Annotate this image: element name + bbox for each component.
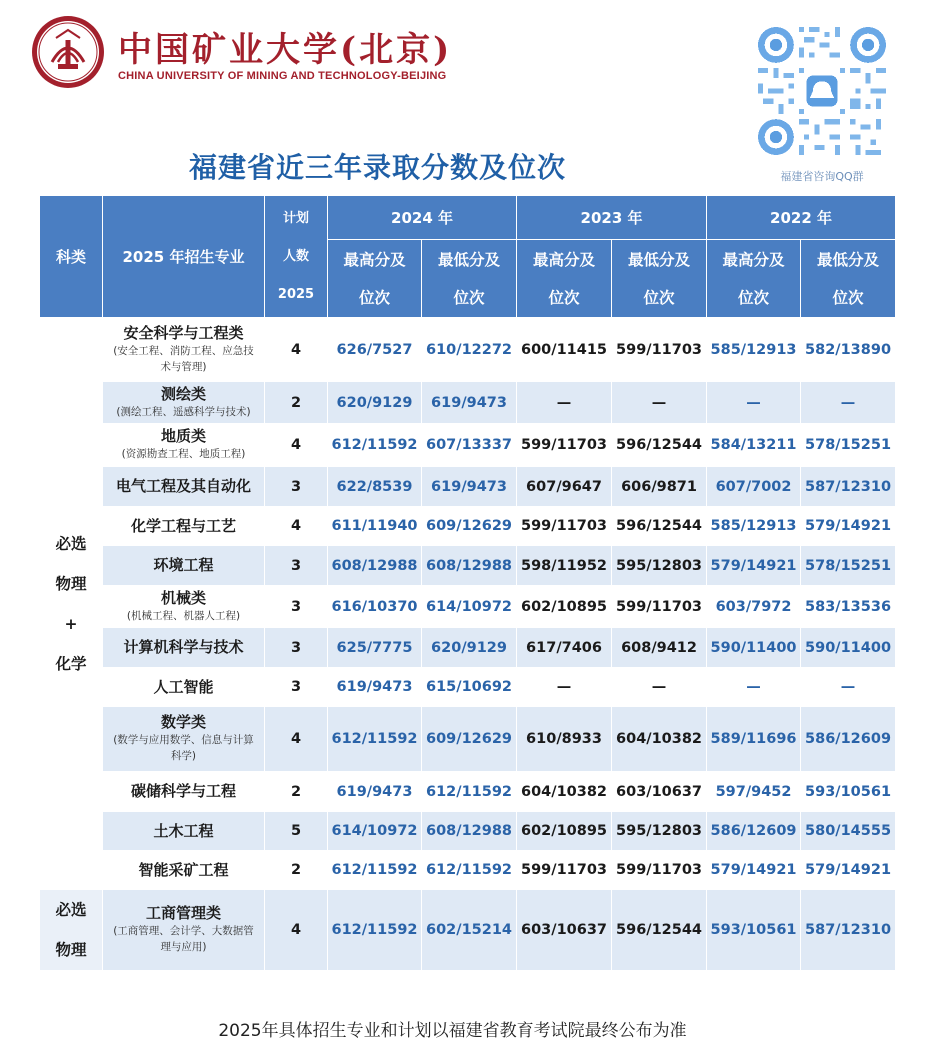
major-note: (测绘工程、遥感科学与技术) <box>116 405 251 418</box>
table-row <box>40 812 896 851</box>
plan-count: 4 <box>265 318 328 382</box>
major-cell <box>103 772 265 812</box>
major-note: (工商管理、会计学、大数据管理与应用) <box>113 925 254 954</box>
plan-count: 2 <box>265 772 328 812</box>
score-2022-min: 586/12609 <box>801 707 896 772</box>
table-row <box>40 668 896 707</box>
major-cell <box>103 467 265 507</box>
score-2022-min: 587/12310 <box>801 467 896 507</box>
header-plan-line3: 2025 <box>277 286 315 302</box>
major-cell <box>103 812 265 851</box>
score-2022-max: 603/7972 <box>707 586 801 628</box>
score-2024-max: 614/10972 <box>328 812 422 851</box>
table-row <box>40 851 896 890</box>
score-2024-max: 619/9473 <box>328 772 422 812</box>
major-name: 碳储科学与工程 <box>130 782 236 801</box>
major-cell <box>103 318 265 382</box>
table-row <box>40 507 896 546</box>
major-cell <box>103 382 265 424</box>
score-2024-max: 611/11940 <box>328 507 422 546</box>
major-cell <box>103 707 265 772</box>
table-row <box>40 707 896 772</box>
score-2023-min: 608/9412 <box>612 628 707 668</box>
major-cell <box>103 586 265 628</box>
score-2022-max: 586/12609 <box>707 812 801 851</box>
score-2024-max: 620/9129 <box>328 382 422 424</box>
score-2023-min: 596/12544 <box>612 507 707 546</box>
score-2024-max: 626/7527 <box>328 318 422 382</box>
header-plan-line1: 计划 <box>282 210 309 226</box>
header-2022-min: 最低分及 位次 <box>801 240 896 318</box>
table-row <box>40 890 896 971</box>
score-2023-min: 599/11703 <box>612 851 707 890</box>
major-note: (机械工程、机器人工程) <box>126 609 241 622</box>
score-2022-max: — <box>707 382 801 424</box>
score-2022-max: 593/10561 <box>707 890 801 971</box>
score-2023-max: 617/7406 <box>517 628 612 668</box>
category-line: + <box>64 614 78 633</box>
score-2022-min: 580/14555 <box>801 812 896 851</box>
major-note: (数学与应用数学、信息与计算科学) <box>113 734 254 763</box>
plan-count: 4 <box>265 890 328 971</box>
category-line: 必选 <box>55 901 87 919</box>
score-2024-min: 614/10972 <box>422 586 517 628</box>
score-2024-min: 608/12988 <box>422 546 517 586</box>
major-name: 机械类 <box>160 588 206 607</box>
score-2024-min: 615/10692 <box>422 668 517 707</box>
category-line: 物理 <box>55 941 87 959</box>
major-cell <box>103 851 265 890</box>
score-2022-min: 590/11400 <box>801 628 896 668</box>
score-2023-max: 599/11703 <box>517 424 612 467</box>
table-row <box>40 586 896 628</box>
score-2024-max: 612/11592 <box>328 851 422 890</box>
score-2024-min: 609/12629 <box>422 707 517 772</box>
score-2023-min: 599/11703 <box>612 318 707 382</box>
score-2023-min: 595/12803 <box>612 546 707 586</box>
score-2023-max: 599/11703 <box>517 851 612 890</box>
header-2023-max: 最高分及 位次 <box>517 240 612 318</box>
score-2024-min: 607/13337 <box>422 424 517 467</box>
score-2023-min: 596/12544 <box>612 424 707 467</box>
score-2024-min: 610/12272 <box>422 318 517 382</box>
score-2024-max: 612/11592 <box>328 890 422 971</box>
major-note: (安全工程、消防工程、应急技术与管理) <box>113 344 254 373</box>
plan-count: 3 <box>265 546 328 586</box>
qq-group-qr-code <box>758 27 886 155</box>
score-2023-min: — <box>612 668 707 707</box>
category-line: 必选 <box>55 534 87 553</box>
score-2022-max: — <box>707 668 801 707</box>
score-2024-min: 609/12629 <box>422 507 517 546</box>
score-2024-min: 612/11592 <box>422 851 517 890</box>
score-2023-max: 599/11703 <box>517 507 612 546</box>
score-2023-max: — <box>517 668 612 707</box>
major-name: 工商管理类 <box>145 904 221 923</box>
major-cell <box>103 546 265 586</box>
score-2023-max: 598/11952 <box>517 546 612 586</box>
table-row <box>40 546 896 586</box>
major-name: 地质类 <box>160 427 206 446</box>
major-cell <box>103 424 265 467</box>
plan-count: 3 <box>265 628 328 668</box>
score-2023-min: 599/11703 <box>612 586 707 628</box>
score-2023-max: 607/9647 <box>517 467 612 507</box>
header-category: 科类 <box>40 196 103 318</box>
major-cell <box>103 668 265 707</box>
score-2024-min: 612/11592 <box>422 772 517 812</box>
major-name: 测绘类 <box>160 384 206 403</box>
score-2022-min: 587/12310 <box>801 890 896 971</box>
score-2022-min: 578/15251 <box>801 546 896 586</box>
admission-score-table <box>39 195 896 971</box>
score-2024-min: 602/15214 <box>422 890 517 971</box>
score-2022-min: 593/10561 <box>801 772 896 812</box>
university-name-en: CHINA UNIVERSITY OF MINING AND TECHNOLOGY-BEIJING <box>118 70 447 82</box>
score-2023-min: 596/12544 <box>612 890 707 971</box>
score-2022-max: 589/11696 <box>707 707 801 772</box>
header-2024-min: 最低分及 位次 <box>422 240 517 318</box>
score-2022-max: 579/14921 <box>707 546 801 586</box>
score-2024-max: 619/9473 <box>328 668 422 707</box>
plan-count: 3 <box>265 586 328 628</box>
major-name: 安全科学与工程类 <box>123 323 244 342</box>
score-2022-min: 583/13536 <box>801 586 896 628</box>
score-2023-max: — <box>517 382 612 424</box>
major-name: 数学类 <box>160 713 206 732</box>
plan-count: 2 <box>265 382 328 424</box>
header-year-2022: 2022 年 <box>707 196 896 240</box>
table-row <box>40 382 896 424</box>
major-name: 人工智能 <box>153 677 214 696</box>
score-2023-max: 610/8933 <box>517 707 612 772</box>
footer-note: 2025年具体招生专业和计划以福建省教育考试院最终公布为准 <box>218 1021 687 1041</box>
score-2023-min: — <box>612 382 707 424</box>
score-2024-max: 612/11592 <box>328 707 422 772</box>
score-2023-max: 602/10895 <box>517 812 612 851</box>
score-table-body <box>40 318 896 971</box>
table-row <box>40 318 896 382</box>
university-name-cn: 中国矿业大学(北京) <box>118 30 453 70</box>
plan-count: 5 <box>265 812 328 851</box>
major-note: (资源勘查工程、地质工程) <box>121 448 246 461</box>
plan-count: 4 <box>265 424 328 467</box>
score-2022-min: 582/13890 <box>801 318 896 382</box>
score-2022-min: 579/14921 <box>801 851 896 890</box>
university-seal-logo <box>30 14 106 90</box>
score-2022-min: — <box>801 382 896 424</box>
major-name: 电气工程及其自动化 <box>115 477 251 496</box>
score-2024-min: 619/9473 <box>422 467 517 507</box>
major-cell <box>103 628 265 668</box>
major-name: 化学工程与工艺 <box>130 516 236 535</box>
score-2022-max: 584/13211 <box>707 424 801 467</box>
table-row <box>40 628 896 668</box>
major-name: 智能采矿工程 <box>138 860 229 879</box>
plan-count: 4 <box>265 507 328 546</box>
score-2022-max: 585/12913 <box>707 318 801 382</box>
score-2024-max: 625/7775 <box>328 628 422 668</box>
plan-count: 3 <box>265 668 328 707</box>
page-title: 福建省近三年录取分数及位次 <box>188 151 566 184</box>
header-plan-line2: 人数 <box>282 248 309 264</box>
major-cell <box>103 507 265 546</box>
category-physics <box>40 890 103 971</box>
plan-count: 3 <box>265 467 328 507</box>
header-plan <box>265 196 328 318</box>
qr-caption: 福建省咨询QQ群 <box>780 170 864 183</box>
score-2024-max: 608/12988 <box>328 546 422 586</box>
score-2024-max: 616/10370 <box>328 586 422 628</box>
table-row <box>40 424 896 467</box>
score-2023-max: 604/10382 <box>517 772 612 812</box>
plan-count: 4 <box>265 707 328 772</box>
score-2023-min: 603/10637 <box>612 772 707 812</box>
header-year-2024: 2024 年 <box>328 196 517 240</box>
header-2023-min: 最低分及 位次 <box>612 240 707 318</box>
table-row <box>40 772 896 812</box>
score-2024-max: 622/8539 <box>328 467 422 507</box>
score-2024-min: 608/12988 <box>422 812 517 851</box>
score-2024-min: 620/9129 <box>422 628 517 668</box>
score-2022-max: 585/12913 <box>707 507 801 546</box>
score-2022-min: — <box>801 668 896 707</box>
category-line: 物理 <box>55 574 87 593</box>
header-2022-max: 最高分及 位次 <box>707 240 801 318</box>
plan-count: 2 <box>265 851 328 890</box>
score-2023-min: 595/12803 <box>612 812 707 851</box>
major-name: 土木工程 <box>153 821 214 840</box>
category-line: 化学 <box>55 654 87 673</box>
score-2023-max: 600/11415 <box>517 318 612 382</box>
table-row <box>40 467 896 507</box>
score-2022-max: 597/9452 <box>707 772 801 812</box>
score-2022-max: 590/11400 <box>707 628 801 668</box>
score-2023-max: 603/10637 <box>517 890 612 971</box>
category-physics-chemistry <box>40 318 103 890</box>
score-2022-min: 579/14921 <box>801 507 896 546</box>
score-2024-min: 619/9473 <box>422 382 517 424</box>
header-major: 2025 年招生专业 <box>103 196 265 318</box>
score-2022-max: 607/7002 <box>707 467 801 507</box>
score-2023-min: 606/9871 <box>612 467 707 507</box>
score-2022-min: 578/15251 <box>801 424 896 467</box>
score-2022-max: 579/14921 <box>707 851 801 890</box>
major-cell <box>103 890 265 971</box>
header-year-2023: 2023 年 <box>517 196 707 240</box>
score-2023-min: 604/10382 <box>612 707 707 772</box>
header-2024-max: 最高分及 位次 <box>328 240 422 318</box>
major-name: 计算机科学与技术 <box>123 638 244 657</box>
major-name: 环境工程 <box>153 556 214 575</box>
score-2024-max: 612/11592 <box>328 424 422 467</box>
score-2023-max: 602/10895 <box>517 586 612 628</box>
